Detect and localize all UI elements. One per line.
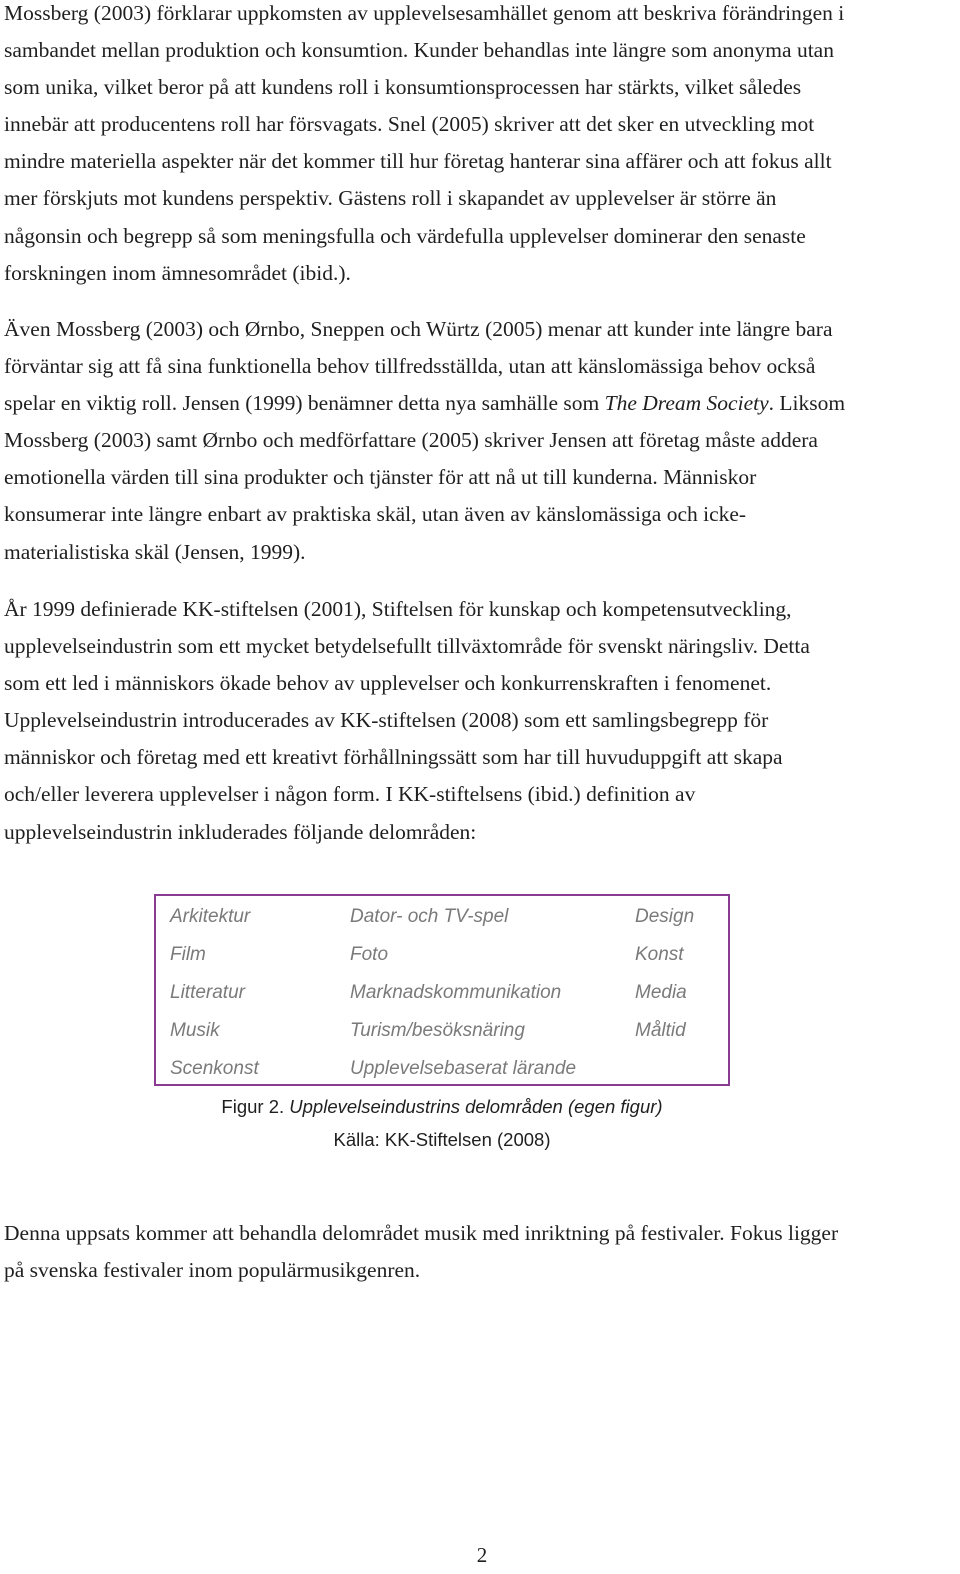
paragraph-4 xyxy=(4,1215,958,1289)
area-cell: Film xyxy=(170,944,206,965)
text-line: Även Mossberg (2003) och Ørnbo, Sneppen och Würtz (2005) menar att kunder inte längre bara xyxy=(4,317,833,341)
text-line: sambandet mellan produktion och konsumtion. Kunder behandlas inte längre som anonyma utan xyxy=(4,38,834,63)
text-line: upplevelseindustrin inkluderades följande delområden: xyxy=(4,819,477,844)
text-line: på svenska festivaler inom populärmusikgenren. xyxy=(4,1258,421,1283)
text-line: någonsin och begrepp så som meningsfulla och värdefulla upplevelser dominerar den senaste xyxy=(4,223,806,248)
text-segment: spelar en viktig roll. Jensen (1999) benämner detta nya samhälle som xyxy=(4,391,600,416)
text-line: materialistiska skäl (Jensen, 1999). xyxy=(4,539,306,564)
area-cell: Media xyxy=(635,982,687,1003)
figure-caption-text: Upplevelseindustrins delområden (egen figur) xyxy=(289,1096,663,1117)
area-cell: Måltid xyxy=(635,1020,686,1041)
text-line: Upplevelseindustrin introducerades av KK-stiftelsen (2008) som ett samlingsbegrepp för xyxy=(4,708,769,733)
area-cell: Konst xyxy=(635,944,684,965)
text-line: innebär att producentens roll har försvagats. Snel (2005) skriver att det sker en utveckling mot xyxy=(4,112,815,137)
text-line: upplevelseindustrin som ett mycket betydelsefullt tillväxtområde för svenskt näringsliv. Detta xyxy=(4,634,810,659)
text-line: som ett led i människors ökade behov av upplevelser och konkurrenskraften i fenomenet. xyxy=(4,671,772,696)
text-line: emotionella värden till sina produkter och tjänster för att nå ut till kunderna. Människor xyxy=(4,465,757,490)
area-cell: Marknadskommunikation xyxy=(350,982,562,1003)
paragraph-3 xyxy=(4,591,958,851)
text-line: människor och företag med ett kreativt förhållningssätt som har till huvuduppgift att skapa xyxy=(4,745,783,770)
area-cell: Design xyxy=(635,906,695,927)
area-cell: Arkitektur xyxy=(170,906,251,927)
book-title: The Dream Society xyxy=(604,391,769,416)
text-line: Mossberg (2003) förklarar uppkomsten av upplevelsesamhället genom att beskriva förändringen i xyxy=(4,1,845,25)
text-line-with-title xyxy=(4,385,958,422)
area-cell: Dator- och TV-spel xyxy=(350,906,509,927)
area-cell: Litteratur xyxy=(170,982,245,1003)
figure-areas-box xyxy=(154,894,730,1086)
page-number: 2 xyxy=(476,1543,488,1567)
text-line: Denna uppsats kommer att behandla delområdet musik med inriktning på festivaler. Fokus ligger xyxy=(4,1221,839,1245)
area-cell: Upplevelsebaserat lärande xyxy=(350,1058,577,1079)
text-line: År 1999 definierade KK-stiftelsen (2001), Stiftelsen för kunskap och kompetensutveckling, xyxy=(4,597,792,621)
paragraph-2 xyxy=(4,311,958,571)
text-line: mindre materiella aspekter när det kommer till hur företag hanterar sina affärer och att fokus allt xyxy=(4,149,832,174)
figure-caption xyxy=(0,1096,884,1118)
text-line: och/eller leverera upplevelser i någon form. I KK-stiftelsens (ibid.) definition av xyxy=(4,782,696,807)
text-line: Mossberg (2003) samt Ørnbo och medförfattare (2005) skriver Jensen att företag måste addera xyxy=(4,428,818,453)
text-line: som unika, vilket beror på att kundens roll i konsumtionsprocessen har stärkts, vilket således xyxy=(4,75,802,100)
text-line: mer förskjuts mot kundens perspektiv. Gästens roll i skapandet av upplevelser är större än xyxy=(4,186,777,211)
figure-label: Figur 2. xyxy=(221,1096,285,1117)
figure-source: Källa: KK-Stiftelsen (2008) xyxy=(333,1129,551,1150)
area-cell: Foto xyxy=(350,944,389,965)
text-line: förväntar sig att få sina funktionella behov tillfredsställda, utan att känslomässiga behov också xyxy=(4,354,816,379)
text-line: konsumerar inte längre enbart av praktiska skäl, utan även av känslomässiga och icke- xyxy=(4,502,747,527)
area-cell: Musik xyxy=(170,1020,220,1041)
text-line: forskningen inom ämnesområdet (ibid.). xyxy=(4,260,351,285)
paragraph-1 xyxy=(4,0,958,292)
text-segment: . Liksom xyxy=(768,391,846,416)
area-cell: Scenkonst xyxy=(170,1058,259,1079)
area-cell: Turism/besöksnäring xyxy=(350,1020,525,1041)
